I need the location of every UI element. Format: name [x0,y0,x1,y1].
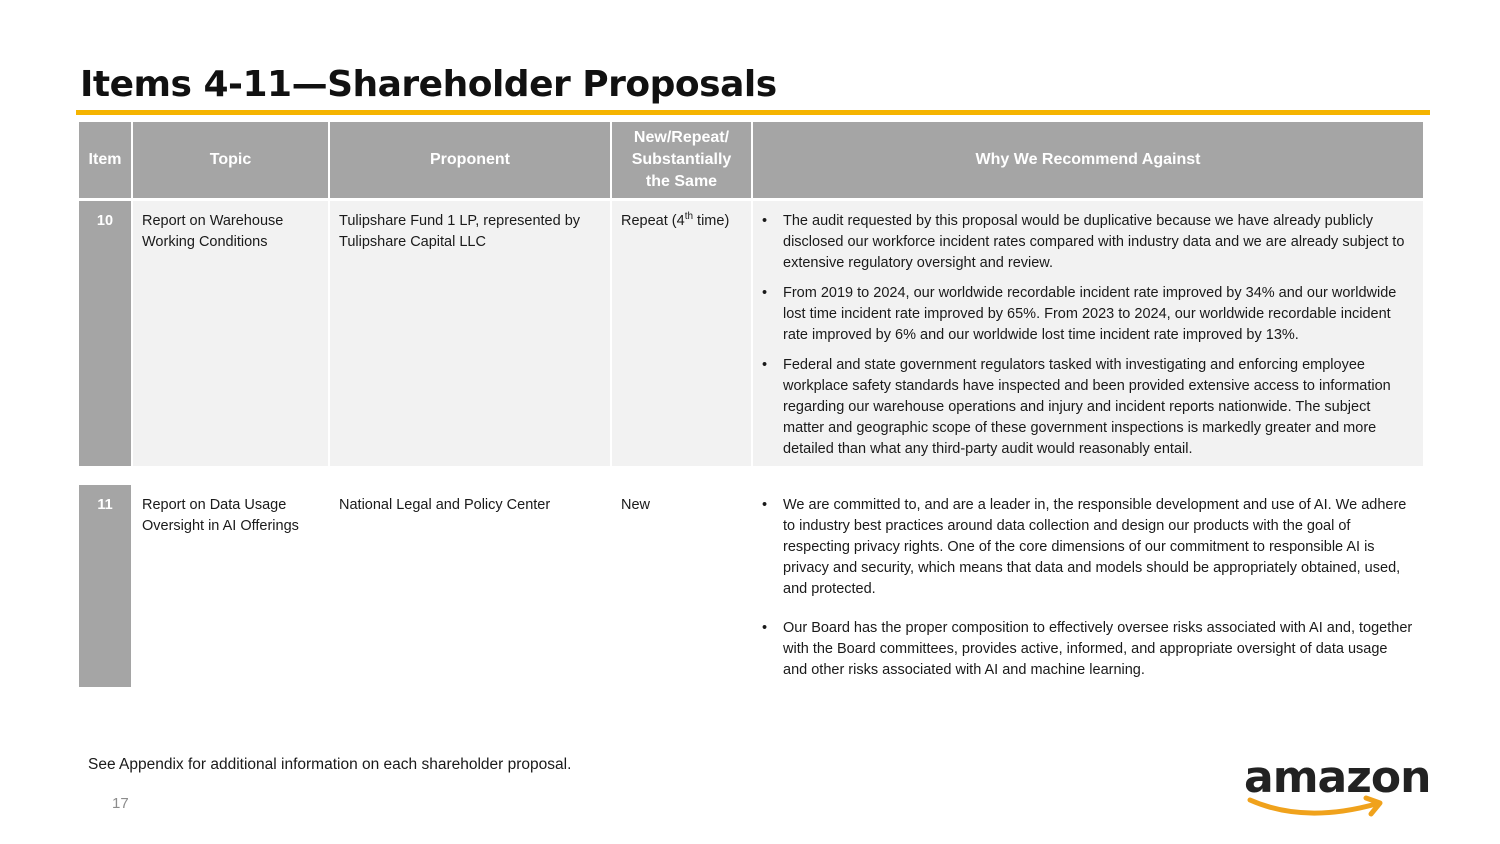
header-item: Item [79,122,131,201]
header-status-line3: the Same [645,173,718,190]
list-item: • The audit requested by this proposal would be duplicative because we have already publicly disclosed our workforce incident rates compared with industry data and we are already subject to extensive regulatory oversight and review. [762,211,1414,274]
header-proponent: Proponent [330,122,610,201]
status-suffix: time) [693,213,730,229]
reasons-list [762,495,1414,681]
header-status-line2: Substantially [631,151,732,168]
item-number: 10 [79,201,131,466]
smile-arrow-icon [1244,758,1426,822]
list-item: • Federal and state government regulators tasked with investigating and enforcing employee workplace safety standards have inspected and been provided extensive access to information regarding our warehouse operations and injury and incident reports nationwide. The subject matter and geographic scope of these government inspections is markedly greater and more detailed than what any third-party audit would reasonably entail. [762,355,1414,460]
status-cell: New [612,485,751,687]
status-superscript: th [684,211,694,223]
topic-cell: Report on Data Usage Oversight in AI Offerings [133,485,328,687]
header-status [612,122,751,201]
slide-title: Items 4-11—Shareholder Proposals [80,64,777,105]
reasons-list [762,211,1414,460]
header-why: Why We Recommend Against [753,122,1423,201]
table-header-row [79,122,1423,201]
proponent-cell: Tulipshare Fund 1 LP, represented by Tulipshare Capital LLC [330,201,610,466]
title-accent-rule [76,110,1430,115]
status-cell [612,201,751,466]
status-prefix: Repeat (4 [621,213,685,229]
table-row [79,485,1423,687]
appendix-note: See Appendix for additional information on each shareholder proposal. [88,756,572,773]
proposals-table [77,122,1425,687]
list-item: • We are committed to, and are a leader in, the responsible development and use of AI. We adhere to industry best practices around data collection and design our products with the goal of respecting privacy rights. One of the core dimensions of our commitment to responsible AI is privacy and security, which means that data and models should be appropriately obtained, used, and protected. [762,495,1414,600]
header-topic: Topic [133,122,328,201]
why-cell [753,485,1423,687]
logo-wordmark: amazon [1244,752,1431,803]
row-separator [79,466,1423,485]
list-item: • From 2019 to 2024, our worldwide recordable incident rate improved by 34% and our worldwide lost time incident rate improved by 65%. From 2023 to 2024, our worldwide recordable incident rate improved by 6% and our worldwide lost time incident rate improved by 13%. [762,283,1414,346]
amazon-logo [1244,752,1431,822]
proponent-cell: National Legal and Policy Center [330,485,610,687]
why-cell [753,201,1423,466]
table-row [79,201,1423,466]
header-status-line1: New/Repeat/ [633,129,730,146]
item-number: 11 [79,485,131,687]
page-number: 17 [112,795,129,812]
list-item: • Our Board has the proper composition to effectively oversee risks associated with AI and, together with the Board committees, provides active, informed, and appropriate oversight of data usage and other risks associated with AI and machine learning. [762,618,1414,681]
topic-cell: Report on Warehouse Working Conditions [133,201,328,466]
